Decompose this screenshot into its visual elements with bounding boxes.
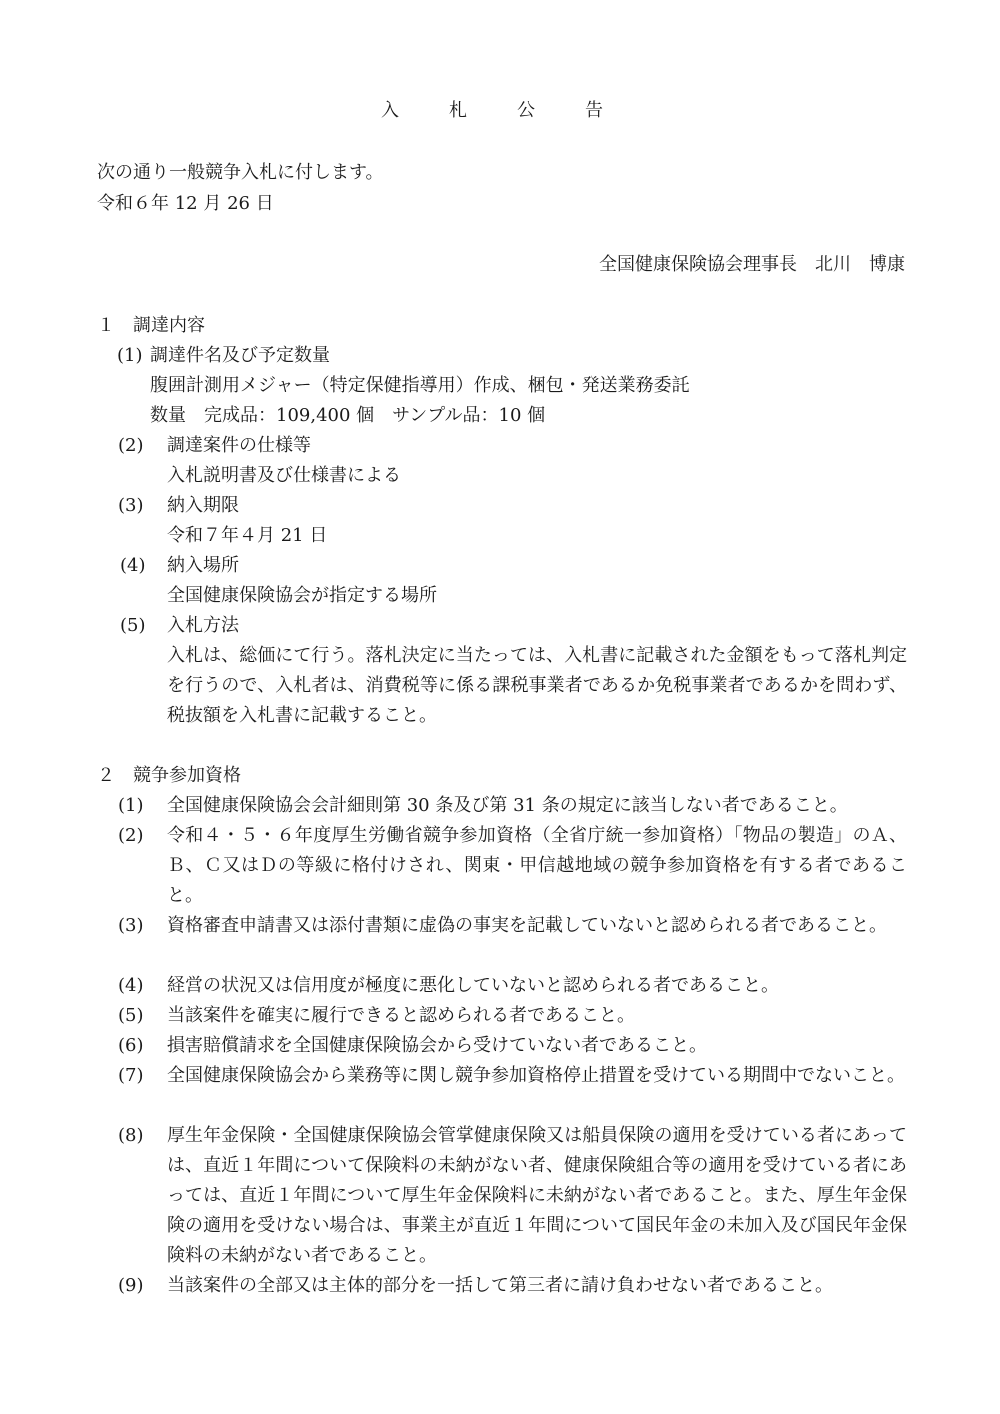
s2-item4-text: 経営の状況又は信用度が極度に悪化していないと認められる者であること。 [167, 975, 779, 996]
s1-item3-number: (3) [118, 495, 144, 516]
s2-item2-text: 令和４・５・６年度厚生労働省競争参加資格（全省庁統一参加資格）「物品の製造」のＡ、Ｂ、Ｃ又はＤの等級に格付けされ、関東・甲信越地域の競争参加資格を有する者であること。 [167, 825, 907, 906]
issuer-name: 全国健康保険協会理事長 北川 博康 [599, 254, 905, 275]
s2-item5-number: (5) [118, 1005, 144, 1026]
s1-item1-line2: 数量 完成品：109,400 個 サンプル品：10 個 [150, 405, 546, 426]
s2-item1-number: (1) [118, 795, 144, 816]
s2-item5-text: 当該案件を確実に履行できると認められる者であること。 [167, 1005, 635, 1026]
s1-item4-label: 納入場所 [167, 555, 239, 576]
s1-item1-label: 調達件名及び予定数量 [150, 345, 330, 366]
s1-item3-line1: 令和７年４月 21 日 [167, 525, 328, 546]
document-date: 令和６年 12 月 26 日 [97, 193, 274, 214]
s2-item3-number: (3) [118, 915, 144, 936]
document-title: 入 札 公 告 [381, 100, 619, 121]
s2-item6-text: 損害賠償請求を全国健康保険協会から受けていない者であること。 [167, 1035, 707, 1056]
s2-item7-number: (7) [118, 1065, 144, 1086]
s2-item8-number: (8) [118, 1125, 144, 1146]
s1-item2-number: (2) [118, 435, 144, 456]
s1-item4-number: (4) [120, 555, 146, 576]
s1-item3-label: 納入期限 [167, 495, 239, 516]
section1-heading: １ 調達内容 [97, 315, 205, 336]
s2-item9-text: 当該案件の全部又は主体的部分を一括して第三者に請け負わせない者であること。 [167, 1275, 833, 1296]
s1-item1-line1: 腹囲計測用メジャー（特定保健指導用）作成、梱包・発送業務委託 [150, 375, 690, 396]
s2-item4-number: (4) [118, 975, 144, 996]
s1-item5-number: (5) [120, 615, 146, 636]
s1-item2-line1: 入札説明書及び仕様書による [167, 465, 401, 486]
s2-item2-number: (2) [118, 825, 144, 846]
s2-item7-text: 全国健康保険協会から業務等に関し競争参加資格停止措置を受けている期間中でないこと。 [167, 1065, 905, 1086]
s2-item1-text: 全国健康保険協会会計細則第 30 条及び第 31 条の規定に該当しない者であること。 [167, 795, 848, 816]
s2-item9-number: (9) [118, 1275, 144, 1296]
s2-item8-text: 厚生年金保険・全国健康保険協会管掌健康保険又は船員保険の適用を受けている者にあっては、直近１年間について保険料の未納がない者、健康保険組合等の適用を受けている者にあっては、直近１年間について厚生年金保険料に未納がない者であること。また、厚生年金保険の適用を受けない場合は、事業主が直近１年間について国民年金の未加入及び国民年金保険料の未納がない者であること。 [167, 1125, 907, 1266]
s1-item5-text: 入札は、総価にて行う。落札決定に当たっては、入札書に記載された金額をもって落札判定を行うので、入札者は、消費税等に係る課税事業者であるか免税事業者であるかを問わず、税抜額を入札書に記載すること。 [167, 645, 907, 726]
intro-text: 次の通り一般競争入札に付します。 [97, 162, 384, 183]
s2-item6-number: (6) [118, 1035, 144, 1056]
s2-item3-text: 資格審査申請書又は添付書類に虚偽の事実を記載していないと認められる者であること。 [167, 915, 887, 936]
s1-item4-line1: 全国健康保険協会が指定する場所 [167, 585, 437, 606]
s1-item1-number: (1) [117, 345, 143, 366]
section2-heading: ２ 競争参加資格 [97, 765, 241, 786]
s1-item5-label: 入札方法 [167, 615, 239, 636]
s1-item2-label: 調達案件の仕様等 [167, 435, 311, 456]
